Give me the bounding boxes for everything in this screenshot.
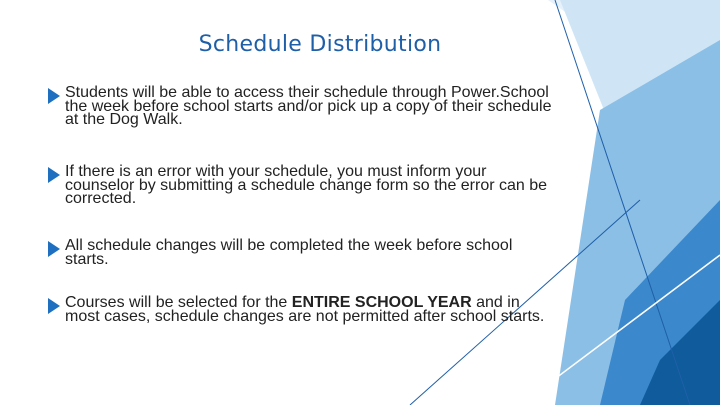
triangle-bullet-icon	[48, 298, 60, 314]
bullet-text: If there is an error with your schedule, you must inform your counselor by submitting a schedule change form so the error can be corrected.	[65, 163, 548, 207]
bullet-text-after: and in most cases, schedule changes are not permitted after school starts.	[65, 294, 545, 325]
triangle-bullet-icon	[48, 241, 60, 257]
bullet-text-emphasis: ENTIRE SCHOOL YEAR	[291, 294, 472, 311]
triangle-bullet-icon	[48, 167, 60, 183]
bullet-text	[65, 296, 555, 323]
bullet-text: Students will be able to access their schedule through Power.School the week before school starts and/or pick up a copy of their schedule at the Dog Walk.	[65, 84, 552, 128]
slide-title: Schedule Distribution	[198, 32, 442, 57]
triangle-bullet-icon	[48, 88, 60, 104]
bullet-text-before: Courses will be selected for the	[65, 294, 292, 311]
bullet-text: All schedule changes will be completed the week before school starts.	[65, 237, 513, 268]
